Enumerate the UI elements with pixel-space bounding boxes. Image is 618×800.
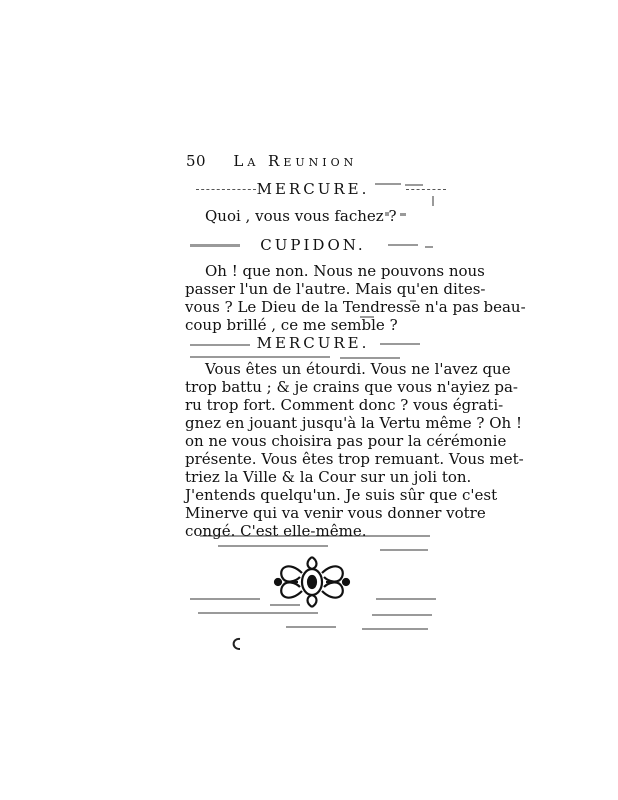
speaker-name: MERCURE. bbox=[256, 334, 370, 352]
dialogue-line: Quoi , vous vous fachez ? bbox=[205, 207, 397, 225]
dialogue-line: ru trop fort. Comment donc ? vous égrati- bbox=[185, 396, 504, 414]
fleuron-ornament bbox=[272, 553, 352, 611]
dialogue-line: trop battu ; & je crains que vous n'ayiez pa- bbox=[185, 378, 519, 396]
dialogue-line: on ne vous choisira pas pour la cérémonie bbox=[185, 432, 507, 450]
speaker-heading bbox=[188, 334, 438, 352]
dialogue-line: vous ? Le Dieu de la Tendresse n'a pas beau- bbox=[185, 298, 526, 316]
speaker-name: CUPIDON. bbox=[260, 236, 366, 254]
dialogue-line: gnez en jouant jusqu'à la Vertu même ? Oh ! bbox=[185, 414, 522, 432]
dialogue-line: triez la Ville & la Cour sur un joli ton. bbox=[185, 468, 472, 486]
dialogue-line: présente. Vous êtes trop remuant. Vous met- bbox=[185, 450, 524, 468]
speaker-name: MERCURE. bbox=[256, 180, 370, 198]
speaker-heading bbox=[188, 236, 438, 254]
dialogue-line: J'entends quelqu'un. Je suis sûr que c'est bbox=[185, 486, 498, 504]
running-title: La Reunion bbox=[233, 152, 358, 170]
speaker-heading bbox=[188, 180, 438, 198]
dialogue-line: Oh ! que non. Nous ne pouvons nous bbox=[205, 262, 485, 280]
dialogue-line: coup brillé , ce me semble ? bbox=[185, 316, 398, 334]
dialogue-line: congé. C'est elle-même. bbox=[185, 522, 367, 540]
dialogue-line: Vous êtes un étourdi. Vous ne l'avez que bbox=[205, 360, 511, 378]
running-header bbox=[186, 152, 436, 170]
page-number: 50 bbox=[186, 152, 207, 170]
dialogue-line: passer l'un de l'autre. Mais qu'en dites- bbox=[185, 280, 486, 298]
dialogue-line: Minerve qui va venir vous donner votre bbox=[185, 504, 486, 522]
bracket-mark bbox=[228, 636, 244, 652]
